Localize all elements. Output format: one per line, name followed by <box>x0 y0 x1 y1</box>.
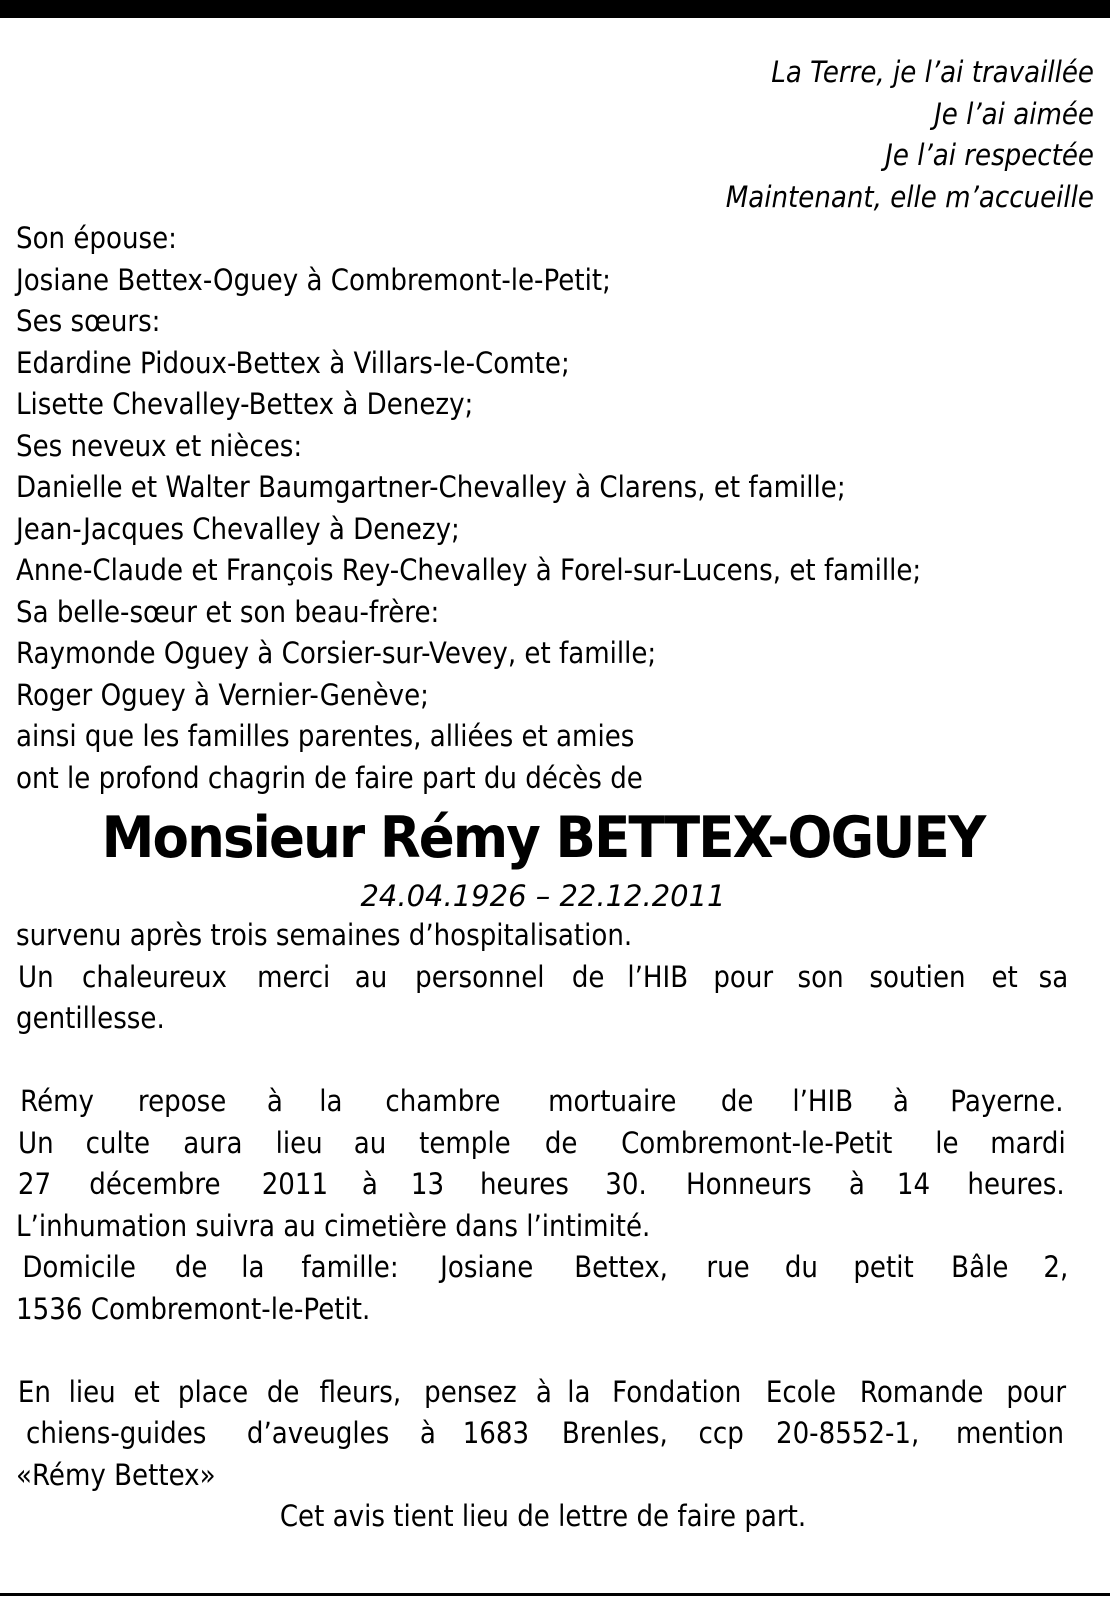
body-word: le <box>934 1125 959 1160</box>
body-word: chiens-guides <box>26 1416 207 1450</box>
poem-line: Maintenant, elle m’accueille <box>725 179 1094 214</box>
body-word: Combremont-le-Petit <box>620 1125 892 1160</box>
body-word: merci <box>257 959 331 994</box>
body-word: Bettex, <box>574 1250 669 1284</box>
footer-note: Cet avis tient lieu de lettre de faire part. <box>279 1499 807 1533</box>
body-line-justified <box>16 1081 1070 1123</box>
poem-verse <box>16 52 1094 218</box>
family-list <box>16 218 1094 799</box>
family-member: Roger Oguey à Vernier-Genève; <box>16 677 429 712</box>
body-word: Domicile <box>22 1250 136 1284</box>
body-word: mortuaire <box>548 1084 677 1118</box>
body-word: sa <box>1038 959 1069 994</box>
body-word: au <box>354 959 388 994</box>
body-word: 14 <box>897 1167 931 1201</box>
body-word: à <box>420 1416 437 1450</box>
body-word: aura <box>183 1125 243 1160</box>
body-word: heures. <box>967 1167 1065 1201</box>
body-word: 2011 <box>261 1167 328 1201</box>
body-word: la <box>567 1374 591 1409</box>
body-word: de <box>544 1125 578 1160</box>
body-line-justified <box>16 1164 1070 1206</box>
body-word: Rémy <box>20 1084 95 1118</box>
body-word: culte <box>85 1125 151 1160</box>
body-word: Ecole <box>765 1374 836 1409</box>
body-word: repose <box>137 1084 227 1118</box>
family-member: Josiane Bettex-Oguey à Combremont-le-Petit; <box>16 262 611 297</box>
notice-body <box>16 915 1094 1496</box>
body-word: petit <box>853 1250 914 1284</box>
body-word: et <box>133 1374 160 1409</box>
poem-line: Je l’ai respectée <box>885 138 1094 172</box>
body-word: à <box>266 1084 283 1118</box>
body-word: de <box>174 1250 208 1284</box>
body-word: temple <box>419 1125 512 1160</box>
family-closing: ainsi que les familles parentes, alliées et amies <box>16 719 635 753</box>
body-word: famille: <box>301 1250 399 1284</box>
body-line-justified <box>16 1413 1070 1455</box>
body-word: et <box>991 959 1018 994</box>
body-word: lieu <box>68 1374 116 1409</box>
body-word: décembre <box>89 1167 221 1201</box>
life-dates: 24.04.1926 – 22.12.2011 <box>360 879 726 913</box>
body-word: chambre <box>385 1084 501 1118</box>
body-word: place <box>177 1374 249 1409</box>
body-word: Payerne. <box>950 1084 1064 1118</box>
body-word: fleurs, <box>319 1374 402 1409</box>
body-word: mardi <box>990 1125 1066 1160</box>
body-line: L’inhumation suivra au cimetière dans l’intimité. <box>16 1208 651 1243</box>
bottom-border <box>0 1593 1110 1596</box>
body-word: pour <box>1006 1374 1067 1409</box>
poem-line: La Terre, je l’ai travaillée <box>771 55 1094 89</box>
family-member: Edardine Pidoux-Bettex à Villars-le-Comte; <box>16 345 570 380</box>
body-word: à <box>892 1084 909 1118</box>
body-word: Honneurs <box>686 1167 812 1201</box>
body-word: l’HIB <box>627 959 689 994</box>
body-word: de <box>571 959 604 994</box>
body-word: Bâle <box>951 1250 1009 1284</box>
deceased-name: Monsieur Rémy BETTEX-OGUEY <box>101 805 985 871</box>
body-word: Fondation <box>612 1374 742 1409</box>
body-word: du <box>784 1250 818 1284</box>
family-member: Raymonde Oguey à Corsier-sur-Vevey, et famille; <box>16 636 657 670</box>
body-word: Romande <box>859 1374 984 1409</box>
body-word: son <box>797 959 844 994</box>
body-word: à <box>849 1167 866 1201</box>
body-word: de <box>720 1084 753 1118</box>
body-word: 20-8552-1, <box>776 1416 920 1450</box>
body-word: rue <box>706 1250 750 1284</box>
body-line-justified <box>16 1123 1070 1165</box>
family-heading-spouse: Son épouse: <box>16 221 177 255</box>
top-border <box>0 0 1110 18</box>
body-word: à <box>535 1374 552 1409</box>
body-word: 27 <box>17 1167 52 1201</box>
announcement-intro: ont le profond chagrin de faire part du décès de <box>16 760 643 795</box>
body-word: d’aveugles <box>246 1416 390 1450</box>
body-word: au <box>353 1125 387 1160</box>
family-member: Anne-Claude et François Rey-Chevalley à Forel-sur-Lucens, et famille; <box>16 553 922 587</box>
body-word: pensez <box>423 1374 517 1409</box>
body-word: 1683 <box>463 1416 530 1450</box>
body-word: En <box>17 1374 51 1409</box>
body-word: de <box>267 1374 300 1409</box>
obituary-notice <box>16 52 1094 1538</box>
poem-line: Je l’ai aimée <box>934 96 1094 131</box>
body-word: la <box>241 1250 265 1284</box>
body-word: la <box>319 1084 343 1118</box>
body-word: ccp <box>698 1416 744 1450</box>
body-word: chaleureux <box>81 959 227 994</box>
body-word: soutien <box>869 959 966 994</box>
family-heading-sisters: Ses sœurs: <box>16 304 161 338</box>
body-word: personnel <box>414 959 545 994</box>
body-word: Un <box>17 959 54 994</box>
body-word: 2, <box>1043 1250 1069 1284</box>
body-word: lieu <box>275 1125 323 1160</box>
body-line-justified <box>16 957 1070 999</box>
family-heading-nephews: Ses neveux et nièces: <box>16 428 303 463</box>
body-line: 1536 Combremont-le-Petit. <box>16 1291 371 1326</box>
body-word: Josiane <box>440 1250 534 1284</box>
body-line: survenu après trois semaines d’hospitalisation. <box>16 918 633 952</box>
body-word: heures <box>479 1167 569 1201</box>
family-member: Danielle et Walter Baumgartner-Chevalley à Clarens, et famille; <box>16 470 846 504</box>
body-line-justified <box>16 1372 1070 1414</box>
body-word: 13 <box>410 1167 444 1201</box>
body-line-justified <box>16 1247 1070 1289</box>
body-word: l’HIB <box>792 1084 854 1118</box>
family-heading-in-laws: Sa belle-sœur et son beau-frère: <box>16 594 440 629</box>
body-word: mention <box>955 1416 1064 1450</box>
body-word: à <box>362 1167 379 1201</box>
family-member: Jean-Jacques Chevalley à Denezy; <box>16 511 460 546</box>
family-member: Lisette Chevalley-Bettex à Denezy; <box>16 387 474 421</box>
body-word: 30. <box>605 1167 648 1201</box>
body-line: gentillesse. <box>16 1001 165 1035</box>
body-line: «Rémy Bettex» <box>16 1457 216 1492</box>
body-word: Un <box>17 1125 54 1160</box>
body-word: Brenles, <box>561 1416 668 1450</box>
body-word: pour <box>713 959 774 994</box>
